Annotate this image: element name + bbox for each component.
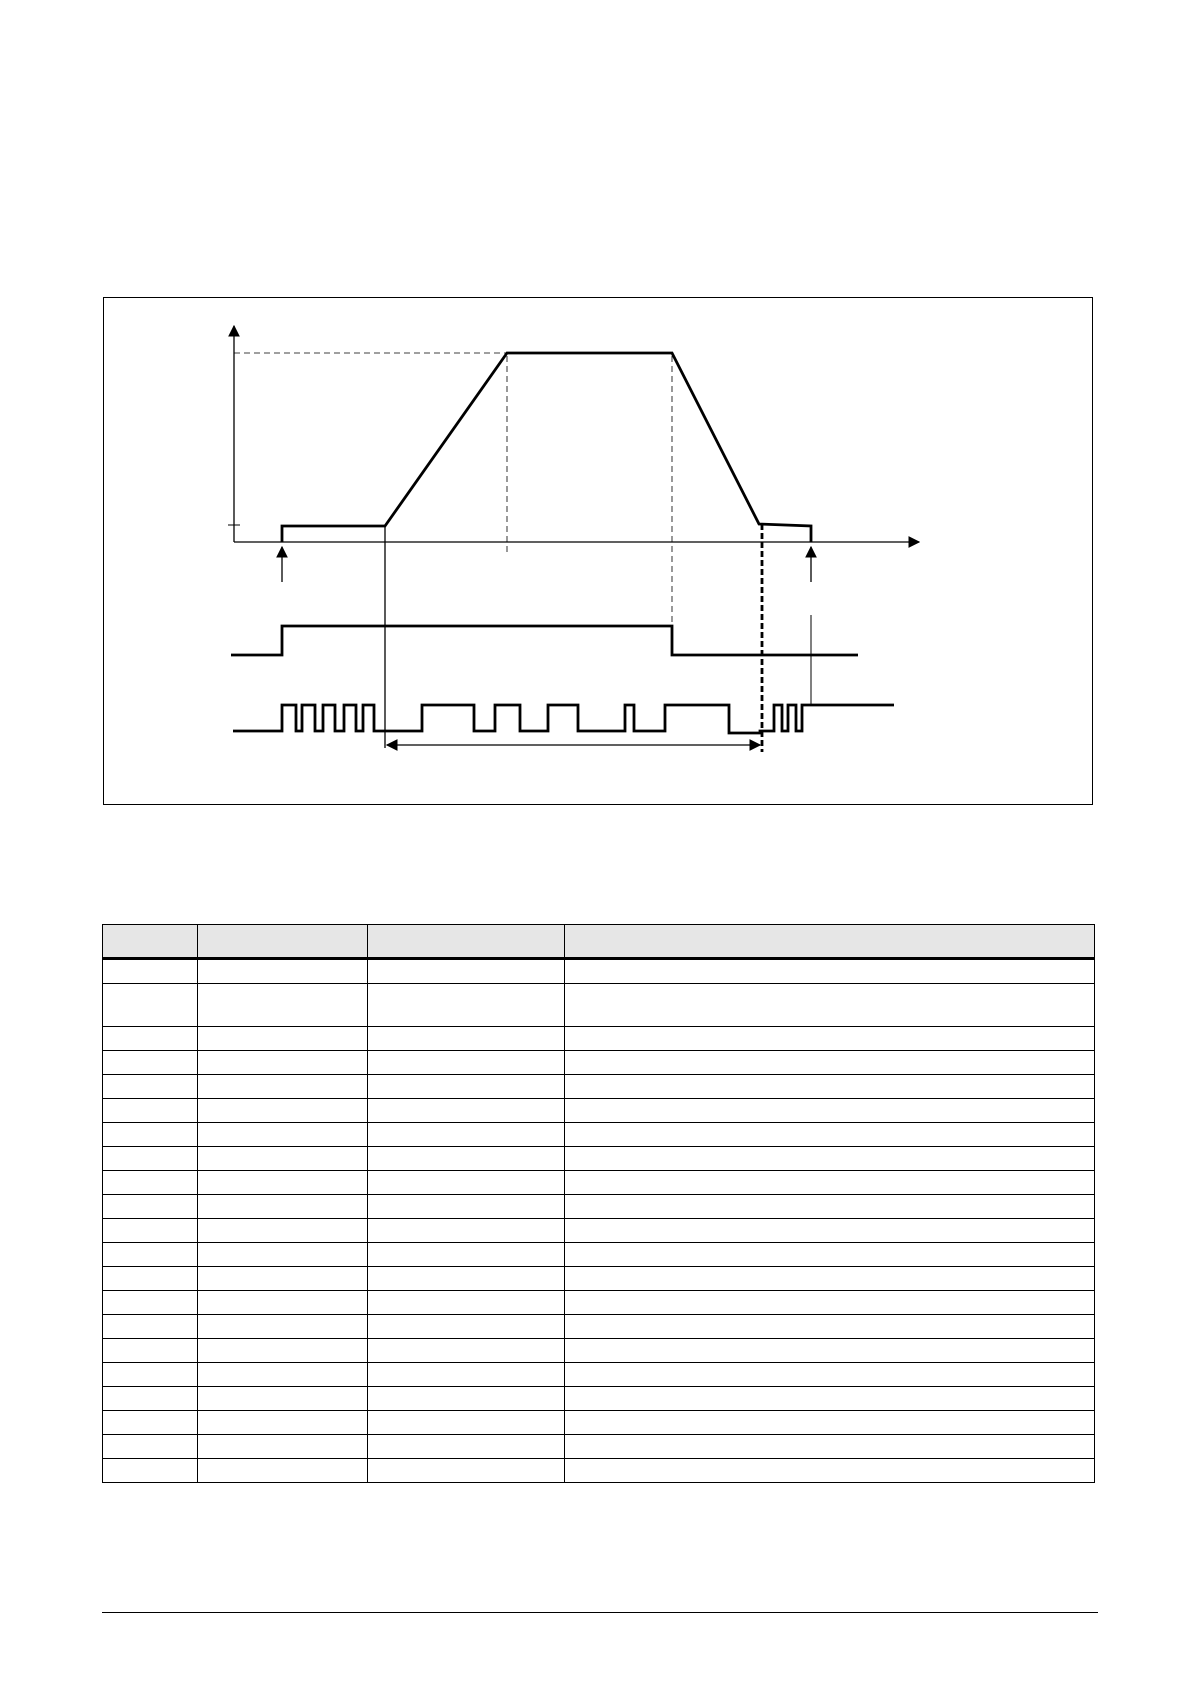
- table-cell: [103, 1291, 198, 1315]
- table-body: [103, 959, 1095, 1483]
- table-cell: [368, 1411, 565, 1435]
- table-row: [103, 1171, 1095, 1195]
- table-cell: [103, 1411, 198, 1435]
- table-cell: [198, 1291, 368, 1315]
- table-row: [103, 1075, 1095, 1099]
- table-row: [103, 1123, 1095, 1147]
- table-cell: [103, 1363, 198, 1387]
- table-cell: [368, 1075, 565, 1099]
- table-header-row: [103, 925, 1095, 959]
- table-row: [103, 1219, 1095, 1243]
- table-cell: [368, 1339, 565, 1363]
- table-cell: [198, 1363, 368, 1387]
- table-cell: [103, 1339, 198, 1363]
- table-cell: [565, 1123, 1095, 1147]
- table-cell: [565, 1219, 1095, 1243]
- table-cell: [368, 1387, 565, 1411]
- table-cell: [198, 1267, 368, 1291]
- table-row: [103, 1147, 1095, 1171]
- table-cell: [565, 1195, 1095, 1219]
- table-row: [103, 1411, 1095, 1435]
- table-cell: [198, 1315, 368, 1339]
- table-cell: [565, 1099, 1095, 1123]
- table-cell: [368, 959, 565, 984]
- table-cell: [103, 1147, 198, 1171]
- table-cell: [565, 1315, 1095, 1339]
- table-cell: [368, 1147, 565, 1171]
- table-cell: [198, 1387, 368, 1411]
- table-cell: [103, 1267, 198, 1291]
- table-row: [103, 1243, 1095, 1267]
- table-cell: [198, 1051, 368, 1075]
- table-cell: [368, 984, 565, 1027]
- table-cell: [565, 1339, 1095, 1363]
- table-cell: [368, 1123, 565, 1147]
- table-cell: [565, 1075, 1095, 1099]
- table-row: [103, 984, 1095, 1027]
- table-cell: [368, 1171, 565, 1195]
- table-cell: [565, 1171, 1095, 1195]
- table-cell: [565, 1051, 1095, 1075]
- table-cell: [368, 1435, 565, 1459]
- table-cell: [368, 1267, 565, 1291]
- timing-diagram-frame: [103, 297, 1093, 805]
- table-cell: [198, 1339, 368, 1363]
- table-cell: [103, 1459, 198, 1483]
- table-cell: [565, 1363, 1095, 1387]
- table-cell: [103, 1099, 198, 1123]
- table-cell: [368, 1459, 565, 1483]
- table-cell: [368, 1195, 565, 1219]
- table-header-cell: [103, 925, 198, 959]
- table-cell: [368, 1219, 565, 1243]
- timing-diagram: [104, 298, 1094, 806]
- table-cell: [368, 1243, 565, 1267]
- table-cell: [103, 1315, 198, 1339]
- enable-signal: [231, 626, 858, 655]
- table-cell: [198, 1411, 368, 1435]
- table-cell: [103, 1051, 198, 1075]
- table-row: [103, 1459, 1095, 1483]
- table-cell: [565, 1267, 1095, 1291]
- table-row: [103, 1387, 1095, 1411]
- table-row: [103, 1267, 1095, 1291]
- table-cell: [103, 984, 198, 1027]
- table-cell: [368, 1291, 565, 1315]
- table-row: [103, 1099, 1095, 1123]
- table-cell: [103, 1171, 198, 1195]
- table-cell: [198, 1123, 368, 1147]
- table-cell: [368, 1027, 565, 1051]
- table-cell: [565, 1411, 1095, 1435]
- speed-profile-curve: [282, 353, 811, 542]
- table-cell: [565, 1027, 1095, 1051]
- table-cell: [198, 1147, 368, 1171]
- table-cell: [103, 1027, 198, 1051]
- table-header-cell: [368, 925, 565, 959]
- table-cell: [368, 1363, 565, 1387]
- table-cell: [368, 1315, 565, 1339]
- table-cell: [198, 1171, 368, 1195]
- pulse-signal: [233, 705, 894, 733]
- table-cell: [565, 1291, 1095, 1315]
- table-cell: [198, 1219, 368, 1243]
- table-cell: [198, 1075, 368, 1099]
- table-cell: [103, 1243, 198, 1267]
- table-cell: [565, 984, 1095, 1027]
- table-cell: [368, 1051, 565, 1075]
- table-cell: [103, 1387, 198, 1411]
- table-row: [103, 1051, 1095, 1075]
- table-cell: [198, 1195, 368, 1219]
- table-cell: [103, 959, 198, 984]
- table-cell: [103, 1123, 198, 1147]
- table-cell: [198, 1435, 368, 1459]
- table-cell: [565, 1459, 1095, 1483]
- table-cell: [198, 1027, 368, 1051]
- table-header-cell: [565, 925, 1095, 959]
- table-cell: [565, 959, 1095, 984]
- table-cell: [103, 1435, 198, 1459]
- footer-rule: [102, 1612, 1098, 1613]
- table-cell: [198, 984, 368, 1027]
- table-row: [103, 1291, 1095, 1315]
- table-cell: [198, 1099, 368, 1123]
- table-row: [103, 1339, 1095, 1363]
- table-row: [103, 1315, 1095, 1339]
- table-cell: [565, 1147, 1095, 1171]
- parameter-table: [102, 924, 1095, 1483]
- table-row: [103, 1027, 1095, 1051]
- table-row: [103, 959, 1095, 984]
- table-header-cell: [198, 925, 368, 959]
- table-cell: [103, 1195, 198, 1219]
- table-cell: [565, 1243, 1095, 1267]
- table-cell: [565, 1387, 1095, 1411]
- table-cell: [368, 1099, 565, 1123]
- table-cell: [198, 1459, 368, 1483]
- table-cell: [103, 1219, 198, 1243]
- table-cell: [103, 1075, 198, 1099]
- table-row: [103, 1363, 1095, 1387]
- table-row: [103, 1435, 1095, 1459]
- table-cell: [565, 1435, 1095, 1459]
- table-cell: [198, 1243, 368, 1267]
- table-cell: [198, 959, 368, 984]
- table-row: [103, 1195, 1095, 1219]
